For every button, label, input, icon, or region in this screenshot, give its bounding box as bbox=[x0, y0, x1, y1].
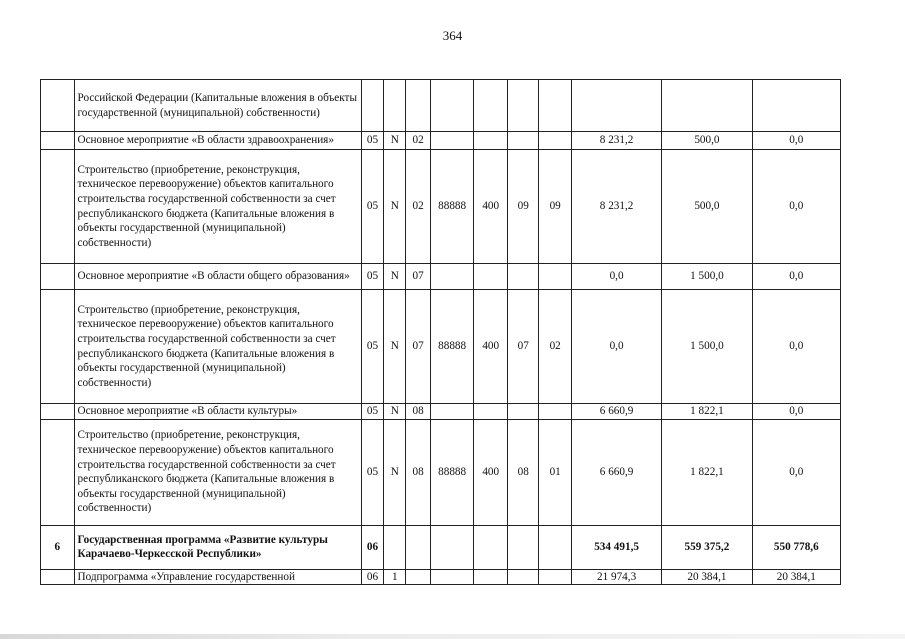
amount-year1-cell: 21 974,3 bbox=[571, 569, 661, 585]
row-number-cell bbox=[41, 80, 75, 132]
event-code-cell bbox=[406, 80, 430, 132]
amount-year1-cell: 8 231,2 bbox=[571, 132, 661, 150]
amount-year1-cell: 6 660,9 bbox=[571, 404, 661, 420]
section-cell bbox=[507, 264, 538, 290]
direction-code-cell bbox=[430, 132, 474, 150]
row-number-cell bbox=[41, 419, 75, 525]
event-code-cell: 02 bbox=[406, 132, 430, 150]
direction-code-cell bbox=[430, 525, 474, 569]
event-code-cell: 07 bbox=[406, 290, 430, 404]
direction-code-cell bbox=[430, 264, 474, 290]
program-code-cell: 06 bbox=[361, 569, 383, 585]
amount-year2-cell: 1 500,0 bbox=[662, 290, 752, 404]
amount-year1-cell: 0,0 bbox=[571, 290, 661, 404]
budget-table bbox=[40, 79, 841, 585]
amount-year3-cell: 0,0 bbox=[752, 290, 840, 404]
amount-year3-cell: 20 384,1 bbox=[752, 569, 840, 585]
subprogram-code-cell: N bbox=[384, 150, 406, 264]
section-cell: 07 bbox=[507, 290, 538, 404]
expense-type-cell bbox=[474, 525, 508, 569]
amount-year3-cell: 550 778,6 bbox=[752, 525, 840, 569]
table-row bbox=[41, 525, 841, 569]
amount-year1-cell bbox=[571, 80, 661, 132]
page-number: 364 bbox=[442, 28, 463, 43]
expense-type-cell bbox=[474, 404, 508, 420]
expense-type-cell bbox=[474, 569, 508, 585]
item-name-cell: Основное мероприятие «В области общего образования» bbox=[74, 264, 361, 290]
program-code-cell: 05 bbox=[361, 264, 383, 290]
section-cell bbox=[507, 569, 538, 585]
subprogram-code-cell: N bbox=[384, 404, 406, 420]
table-row bbox=[41, 80, 841, 132]
table-row bbox=[41, 419, 841, 525]
program-code-cell: 05 bbox=[361, 132, 383, 150]
subsection-cell bbox=[539, 80, 571, 132]
subsection-cell bbox=[539, 404, 571, 420]
subsection-cell bbox=[539, 264, 571, 290]
section-cell bbox=[507, 80, 538, 132]
expense-type-cell: 400 bbox=[474, 150, 508, 264]
event-code-cell bbox=[406, 569, 430, 585]
table-row bbox=[41, 132, 841, 150]
expense-type-cell: 400 bbox=[474, 419, 508, 525]
table-row bbox=[41, 264, 841, 290]
subsection-cell bbox=[539, 132, 571, 150]
amount-year2-cell: 500,0 bbox=[662, 150, 752, 264]
amount-year1-cell: 0,0 bbox=[571, 264, 661, 290]
amount-year2-cell: 500,0 bbox=[662, 132, 752, 150]
subsection-cell bbox=[539, 569, 571, 585]
row-number-cell bbox=[41, 404, 75, 420]
scan-edge bbox=[0, 634, 905, 639]
direction-code-cell bbox=[430, 404, 474, 420]
amount-year2-cell: 1 500,0 bbox=[662, 264, 752, 290]
amount-year3-cell bbox=[752, 80, 840, 132]
row-number-cell bbox=[41, 290, 75, 404]
section-cell bbox=[507, 132, 538, 150]
subprogram-code-cell: N bbox=[384, 419, 406, 525]
program-code-cell: 06 bbox=[361, 525, 383, 569]
table-row bbox=[41, 150, 841, 264]
amount-year2-cell: 1 822,1 bbox=[662, 404, 752, 420]
section-cell bbox=[507, 404, 538, 420]
subprogram-code-cell bbox=[384, 525, 406, 569]
row-number-cell: 6 bbox=[41, 525, 75, 569]
item-name-cell: Строительство (приобретение, реконструкция, техническое перевооружение) объектов капитального строительства государственной собственности за счет республиканского бюджета (Капитальные вложения в объекты государственной (муниципальной) собственности) bbox=[74, 290, 361, 404]
event-code-cell bbox=[406, 525, 430, 569]
amount-year3-cell: 0,0 bbox=[752, 132, 840, 150]
direction-code-cell bbox=[430, 569, 474, 585]
amount-year2-cell: 20 384,1 bbox=[662, 569, 752, 585]
item-name-cell: Подпрограмма «Управление государственной bbox=[74, 569, 361, 585]
item-name-cell: Строительство (приобретение, реконструкция, техническое перевооружение) объектов капитального строительства государственной собственности за счет республиканского бюджета (Капитальные вложения в объекты государственной (муниципальной) собственности) bbox=[74, 150, 361, 264]
item-name-cell: Основное мероприятие «В области здравоохранения» bbox=[74, 132, 361, 150]
amount-year1-cell: 6 660,9 bbox=[571, 419, 661, 525]
item-name-cell: Российской Федерации (Капитальные вложения в объекты государственной (муниципальной) собственности) bbox=[74, 80, 361, 132]
program-code-cell: 05 bbox=[361, 150, 383, 264]
program-code-cell: 05 bbox=[361, 404, 383, 420]
amount-year1-cell: 534 491,5 bbox=[571, 525, 661, 569]
row-number-cell bbox=[41, 150, 75, 264]
row-number-cell bbox=[41, 132, 75, 150]
expense-type-cell bbox=[474, 132, 508, 150]
row-number-cell bbox=[41, 569, 75, 585]
direction-code-cell: 88888 bbox=[430, 419, 474, 525]
section-cell: 08 bbox=[507, 419, 538, 525]
item-name-cell: Государственная программа «Развитие культуры Карачаево-Черкесской Республики» bbox=[74, 525, 361, 569]
subprogram-code-cell: N bbox=[384, 290, 406, 404]
event-code-cell: 08 bbox=[406, 404, 430, 420]
subsection-cell: 02 bbox=[539, 290, 571, 404]
item-name-cell: Основное мероприятие «В области культуры» bbox=[74, 404, 361, 420]
table-row bbox=[41, 290, 841, 404]
subprogram-code-cell bbox=[384, 80, 406, 132]
program-code-cell: 05 bbox=[361, 419, 383, 525]
event-code-cell: 07 bbox=[406, 264, 430, 290]
direction-code-cell bbox=[430, 80, 474, 132]
program-code-cell bbox=[361, 80, 383, 132]
program-code-cell: 05 bbox=[361, 290, 383, 404]
event-code-cell: 08 bbox=[406, 419, 430, 525]
section-cell: 09 bbox=[507, 150, 538, 264]
subprogram-code-cell: N bbox=[384, 132, 406, 150]
amount-year1-cell: 8 231,2 bbox=[571, 150, 661, 264]
expense-type-cell bbox=[474, 80, 508, 132]
amount-year2-cell bbox=[662, 80, 752, 132]
direction-code-cell: 88888 bbox=[430, 150, 474, 264]
amount-year3-cell: 0,0 bbox=[752, 404, 840, 420]
amount-year2-cell: 559 375,2 bbox=[662, 525, 752, 569]
expense-type-cell bbox=[474, 264, 508, 290]
subsection-cell bbox=[539, 525, 571, 569]
direction-code-cell: 88888 bbox=[430, 290, 474, 404]
section-cell bbox=[507, 525, 538, 569]
subprogram-code-cell: N bbox=[384, 264, 406, 290]
amount-year3-cell: 0,0 bbox=[752, 419, 840, 525]
amount-year2-cell: 1 822,1 bbox=[662, 419, 752, 525]
row-number-cell bbox=[41, 264, 75, 290]
subprogram-code-cell: 1 bbox=[384, 569, 406, 585]
item-name-cell: Строительство (приобретение, реконструкция, техническое перевооружение) объектов капитального строительства государственной собственности за счет республиканского бюджета (Капитальные вложения в объекты государственной (муниципальной) собственности) bbox=[74, 419, 361, 525]
expense-type-cell: 400 bbox=[474, 290, 508, 404]
table-row bbox=[41, 569, 841, 585]
table-row bbox=[41, 404, 841, 420]
amount-year3-cell: 0,0 bbox=[752, 150, 840, 264]
amount-year3-cell: 0,0 bbox=[752, 264, 840, 290]
subsection-cell: 09 bbox=[539, 150, 571, 264]
subsection-cell: 01 bbox=[539, 419, 571, 525]
event-code-cell: 02 bbox=[406, 150, 430, 264]
